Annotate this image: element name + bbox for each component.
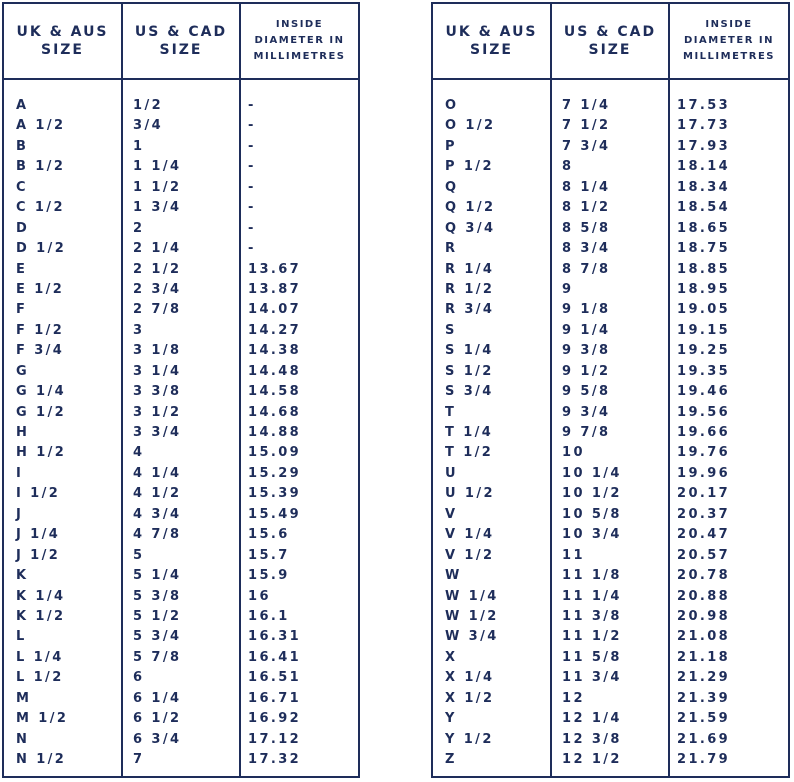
uk-aus-size-cell: B 1/2: [16, 159, 66, 175]
table-row: [4, 484, 358, 504]
diameter-mm-cell: 14.88: [248, 425, 302, 440]
uk-aus-size-cell: F 1/2: [16, 322, 65, 338]
diameter-mm-cell: 15.7: [248, 547, 290, 563]
header-uk-aus-size: UK & AUS SIZE: [16, 24, 109, 58]
us-cad-size-cell: 9 3/8: [562, 343, 611, 359]
us-cad-size-cell: 5 1/2: [133, 608, 182, 624]
us-cad-size-cell: 2: [133, 220, 145, 236]
uk-aus-size-cell: R: [445, 241, 458, 257]
table-row: [4, 607, 358, 627]
uk-aus-size-cell: S 1/2: [445, 363, 494, 379]
header-us-cad-size: US & CAD SIZE: [134, 24, 228, 58]
diameter-mm-cell: 14.27: [248, 322, 302, 338]
size-table-left: [2, 2, 360, 778]
diameter-mm-cell: 14.68: [248, 404, 302, 420]
uk-aus-size-cell: K: [16, 568, 29, 584]
table-row: [433, 403, 788, 423]
diameter-mm-cell: -: [248, 241, 256, 257]
diameter-mm-cell: 20.88: [677, 588, 731, 604]
diameter-mm-cell: 16.1: [248, 608, 290, 624]
us-cad-size-cell: 5 1/4: [133, 568, 182, 584]
size-table-right: [431, 2, 790, 778]
us-cad-size-cell: 1 3/4: [133, 200, 182, 216]
diameter-mm-cell: 21.69: [677, 731, 731, 747]
uk-aus-size-cell: N: [16, 731, 30, 747]
uk-aus-size-cell: V 1/4: [445, 527, 495, 543]
header-inside-diameter: INSIDE DIAMETER IN MILLIMETRES: [683, 19, 775, 62]
diameter-mm-cell: 19.96: [677, 465, 731, 481]
us-cad-size-cell: 1/2: [133, 98, 164, 113]
table-row: [433, 321, 788, 341]
table-row: [433, 464, 788, 484]
uk-aus-size-cell: K 1/4: [16, 588, 66, 604]
diameter-mm-cell: 15.09: [248, 445, 302, 461]
uk-aus-size-cell: W 1/4: [445, 588, 499, 604]
us-cad-size-cell: 1 1/2: [133, 179, 182, 195]
uk-aus-size-cell: D: [16, 220, 30, 236]
diameter-mm-cell: 19.15: [677, 322, 731, 338]
uk-aus-size-cell: Y 1/2: [445, 731, 494, 747]
uk-aus-size-cell: B: [16, 138, 29, 154]
table-row: [433, 587, 788, 607]
uk-aus-size-cell: Q: [445, 179, 459, 195]
us-cad-size-cell: 10 1/2: [562, 486, 622, 502]
diameter-mm-cell: 17.32: [248, 752, 302, 767]
diameter-mm-cell: 19.66: [677, 425, 731, 440]
diameter-mm-cell: 18.75: [677, 241, 731, 257]
diameter-mm-cell: 15.29: [248, 465, 302, 481]
table-row: [4, 505, 358, 525]
table-row: [4, 178, 358, 198]
uk-aus-size-cell: R 1/4: [445, 261, 495, 277]
table-row: [433, 239, 788, 259]
diameter-mm-cell: 20.98: [677, 608, 731, 624]
table-row: [433, 157, 788, 177]
us-cad-size-cell: 11 1/4: [562, 588, 622, 604]
diameter-mm-cell: -: [248, 118, 256, 134]
uk-aus-size-cell: O: [445, 98, 459, 113]
uk-aus-size-cell: E: [16, 261, 28, 277]
table-row: [433, 423, 788, 443]
size-rows-right: [433, 96, 788, 770]
us-cad-size-cell: 3 1/8: [133, 343, 182, 359]
table-row: [4, 546, 358, 566]
table-row: [4, 260, 358, 280]
us-cad-size-cell: 9: [562, 281, 574, 297]
table-row: [433, 730, 788, 750]
diameter-mm-cell: 16.51: [248, 670, 302, 686]
table-row: [4, 280, 358, 300]
table-row: [433, 750, 788, 770]
table-row: [433, 96, 788, 116]
uk-aus-size-cell: S 3/4: [445, 384, 494, 400]
table-row: [433, 300, 788, 320]
uk-aus-size-cell: L: [16, 629, 27, 645]
table-row: [433, 546, 788, 566]
table-row: [4, 525, 358, 545]
us-cad-size-cell: 8 5/8: [562, 220, 611, 236]
uk-aus-size-cell: T 1/2: [445, 445, 494, 461]
us-cad-size-cell: 3/4: [133, 118, 164, 134]
diameter-mm-cell: 14.38: [248, 343, 302, 359]
us-cad-size-cell: 2 7/8: [133, 302, 182, 318]
table-row: [4, 362, 358, 382]
header-uk-aus-size: UK & AUS SIZE: [445, 24, 538, 58]
diameter-mm-cell: 17.12: [248, 731, 302, 747]
us-cad-size-cell: 5: [133, 547, 145, 563]
uk-aus-size-cell: S 1/4: [445, 343, 494, 359]
uk-aus-size-cell: Q 3/4: [445, 220, 496, 236]
uk-aus-size-cell: U 1/2: [445, 486, 495, 502]
table-row: [4, 689, 358, 709]
us-cad-size-cell: 3 1/4: [133, 363, 182, 379]
us-cad-size-cell: 2 1/2: [133, 261, 182, 277]
table-row: [433, 627, 788, 647]
diameter-mm-cell: 15.49: [248, 506, 302, 522]
diameter-mm-cell: -: [248, 98, 256, 113]
diameter-mm-cell: 20.57: [677, 547, 731, 563]
us-cad-size-cell: 6: [133, 670, 145, 686]
table-row: [433, 178, 788, 198]
header-divider: [433, 78, 788, 80]
us-cad-size-cell: 8: [562, 159, 574, 175]
uk-aus-size-cell: X 1/2: [445, 690, 495, 706]
us-cad-size-cell: 9 5/8: [562, 384, 611, 400]
diameter-mm-cell: 19.35: [677, 363, 731, 379]
diameter-mm-cell: 20.37: [677, 506, 731, 522]
uk-aus-size-cell: Y: [445, 711, 457, 727]
uk-aus-size-cell: V 1/2: [445, 547, 495, 563]
us-cad-size-cell: 8 3/4: [562, 241, 611, 257]
table-row: [433, 484, 788, 504]
us-cad-size-cell: 7 1/4: [562, 98, 611, 113]
uk-aus-size-cell: M 1/2: [16, 711, 69, 727]
diameter-mm-cell: 17.73: [677, 118, 731, 134]
table-row: [4, 137, 358, 157]
uk-aus-size-cell: N 1/2: [16, 752, 67, 767]
us-cad-size-cell: 9 1/8: [562, 302, 611, 318]
table-row: [433, 116, 788, 136]
uk-aus-size-cell: R 3/4: [445, 302, 495, 318]
us-cad-size-cell: 2 1/4: [133, 241, 182, 257]
uk-aus-size-cell: Q 1/2: [445, 200, 496, 216]
us-cad-size-cell: 1: [133, 138, 145, 154]
us-cad-size-cell: 10 5/8: [562, 506, 622, 522]
table-row: [433, 341, 788, 361]
table-row: [433, 505, 788, 525]
uk-aus-size-cell: W 1/2: [445, 608, 499, 624]
table-row: [4, 750, 358, 770]
us-cad-size-cell: 4 1/2: [133, 486, 182, 502]
table-row: [4, 709, 358, 729]
uk-aus-size-cell: X 1/4: [445, 670, 495, 686]
us-cad-size-cell: 6 1/4: [133, 690, 182, 706]
uk-aus-size-cell: H 1/2: [16, 445, 67, 461]
table-row: [4, 587, 358, 607]
header-inside-diameter: INSIDE DIAMETER IN MILLIMETRES: [253, 19, 346, 62]
table-row: [4, 423, 358, 443]
uk-aus-size-cell: A: [16, 98, 29, 113]
diameter-mm-cell: 18.65: [677, 220, 731, 236]
us-cad-size-cell: 9 1/2: [562, 363, 611, 379]
uk-aus-size-cell: F: [16, 302, 28, 318]
diameter-mm-cell: 14.07: [248, 302, 302, 318]
diameter-mm-cell: 17.93: [677, 138, 731, 154]
uk-aus-size-cell: X: [445, 649, 458, 665]
uk-aus-size-cell: T: [445, 404, 457, 420]
us-cad-size-cell: 9 1/4: [562, 322, 611, 338]
uk-aus-size-cell: M: [16, 690, 32, 706]
uk-aus-size-cell: L 1/2: [16, 670, 64, 686]
table-row: [4, 219, 358, 239]
uk-aus-size-cell: H: [16, 425, 30, 440]
uk-aus-size-cell: O 1/2: [445, 118, 496, 134]
diameter-mm-cell: 14.58: [248, 384, 302, 400]
diameter-mm-cell: 15.9: [248, 568, 290, 584]
us-cad-size-cell: 11: [562, 547, 585, 563]
diameter-mm-cell: 18.95: [677, 281, 731, 297]
table-row: [433, 382, 788, 402]
uk-aus-size-cell: W 3/4: [445, 629, 499, 645]
us-cad-size-cell: 2 3/4: [133, 281, 182, 297]
us-cad-size-cell: 7 1/2: [562, 118, 611, 134]
uk-aus-size-cell: P: [445, 138, 457, 154]
diameter-mm-cell: 18.54: [677, 200, 731, 216]
table-row: [4, 239, 358, 259]
us-cad-size-cell: 5 7/8: [133, 649, 182, 665]
uk-aus-size-cell: K 1/2: [16, 608, 66, 624]
table-row: [433, 525, 788, 545]
us-cad-size-cell: 12 1/4: [562, 711, 622, 727]
diameter-mm-cell: 21.39: [677, 690, 731, 706]
table-row: [433, 709, 788, 729]
diameter-mm-cell: -: [248, 179, 256, 195]
table-row: [4, 341, 358, 361]
header-us-cad-size: US & CAD SIZE: [563, 24, 657, 58]
uk-aus-size-cell: I: [16, 465, 24, 481]
table-row: [433, 362, 788, 382]
table-row: [433, 137, 788, 157]
table-row: [4, 464, 358, 484]
us-cad-size-cell: 3 1/2: [133, 404, 182, 420]
us-cad-size-cell: 11 3/8: [562, 608, 622, 624]
us-cad-size-cell: 9 3/4: [562, 404, 611, 420]
size-rows-left: [4, 96, 358, 770]
uk-aus-size-cell: L 1/4: [16, 649, 64, 665]
diameter-mm-cell: -: [248, 200, 256, 216]
us-cad-size-cell: 11 1/2: [562, 629, 622, 645]
us-cad-size-cell: 8 1/4: [562, 179, 611, 195]
uk-aus-size-cell: J: [16, 506, 24, 522]
diameter-mm-cell: 18.14: [677, 159, 731, 175]
us-cad-size-cell: 5 3/8: [133, 588, 182, 604]
table-row: [433, 668, 788, 688]
uk-aus-size-cell: A 1/2: [16, 118, 66, 134]
uk-aus-size-cell: E 1/2: [16, 281, 65, 297]
us-cad-size-cell: 6 3/4: [133, 731, 182, 747]
diameter-mm-cell: -: [248, 138, 256, 154]
us-cad-size-cell: 9 7/8: [562, 425, 611, 440]
us-cad-size-cell: 11 3/4: [562, 670, 622, 686]
uk-aus-size-cell: G: [16, 363, 30, 379]
us-cad-size-cell: 4 3/4: [133, 506, 182, 522]
table-row: [4, 382, 358, 402]
table-row: [4, 96, 358, 116]
diameter-mm-cell: -: [248, 220, 256, 236]
table-row: [4, 627, 358, 647]
uk-aus-size-cell: J 1/4: [16, 527, 61, 543]
diameter-mm-cell: -: [248, 159, 256, 175]
table-row: [4, 321, 358, 341]
diameter-mm-cell: 19.25: [677, 343, 731, 359]
uk-aus-size-cell: W: [445, 568, 462, 584]
table-row: [433, 443, 788, 463]
uk-aus-size-cell: U: [445, 465, 458, 481]
header-divider: [4, 78, 358, 80]
uk-aus-size-cell: D 1/2: [16, 241, 67, 257]
diameter-mm-cell: 13.87: [248, 281, 302, 297]
diameter-mm-cell: 21.29: [677, 670, 731, 686]
table-row: [433, 689, 788, 709]
uk-aus-size-cell: S: [445, 322, 457, 338]
diameter-mm-cell: 21.79: [677, 752, 731, 767]
diameter-mm-cell: 16.71: [248, 690, 302, 706]
table-row: [433, 260, 788, 280]
table-row: [4, 648, 358, 668]
uk-aus-size-cell: C: [16, 179, 28, 195]
uk-aus-size-cell: R 1/2: [445, 281, 495, 297]
diameter-mm-cell: 21.18: [677, 649, 731, 665]
us-cad-size-cell: 8 1/2: [562, 200, 611, 216]
table-row: [4, 668, 358, 688]
diameter-mm-cell: 21.08: [677, 629, 731, 645]
us-cad-size-cell: 12: [562, 690, 585, 706]
table-row: [433, 648, 788, 668]
us-cad-size-cell: 5 3/4: [133, 629, 182, 645]
diameter-mm-cell: 18.85: [677, 261, 731, 277]
table-row: [433, 607, 788, 627]
us-cad-size-cell: 3: [133, 322, 145, 338]
diameter-mm-cell: 16.41: [248, 649, 302, 665]
us-cad-size-cell: 4: [133, 445, 145, 461]
diameter-mm-cell: 17.53: [677, 98, 731, 113]
us-cad-size-cell: 1 1/4: [133, 159, 182, 175]
uk-aus-size-cell: C 1/2: [16, 200, 65, 216]
diameter-mm-cell: 15.39: [248, 486, 302, 502]
us-cad-size-cell: 12 1/2: [562, 752, 622, 767]
diameter-mm-cell: 19.56: [677, 404, 731, 420]
table-row: [4, 403, 358, 423]
us-cad-size-cell: 10 3/4: [562, 527, 622, 543]
table-row: [433, 198, 788, 218]
diameter-mm-cell: 20.17: [677, 486, 731, 502]
uk-aus-size-cell: Z: [445, 752, 457, 767]
uk-aus-size-cell: J 1/2: [16, 547, 61, 563]
us-cad-size-cell: 7: [133, 752, 145, 767]
uk-aus-size-cell: F 3/4: [16, 343, 65, 359]
us-cad-size-cell: 4 7/8: [133, 527, 182, 543]
diameter-mm-cell: 20.47: [677, 527, 731, 543]
us-cad-size-cell: 11 5/8: [562, 649, 622, 665]
us-cad-size-cell: 11 1/8: [562, 568, 622, 584]
diameter-mm-cell: 19.46: [677, 384, 731, 400]
diameter-mm-cell: 20.78: [677, 568, 731, 584]
diameter-mm-cell: 19.76: [677, 445, 731, 461]
table-row: [4, 566, 358, 586]
diameter-mm-cell: 14.48: [248, 363, 302, 379]
diameter-mm-cell: 16.31: [248, 629, 302, 645]
diameter-mm-cell: 13.67: [248, 261, 302, 277]
us-cad-size-cell: 6 1/2: [133, 711, 182, 727]
diameter-mm-cell: 21.59: [677, 711, 731, 727]
us-cad-size-cell: 10 1/4: [562, 465, 622, 481]
uk-aus-size-cell: T 1/4: [445, 425, 494, 440]
us-cad-size-cell: 10: [562, 445, 585, 461]
table-row: [4, 443, 358, 463]
table-row: [4, 730, 358, 750]
uk-aus-size-cell: V: [445, 506, 458, 522]
table-row: [433, 280, 788, 300]
us-cad-size-cell: 8 7/8: [562, 261, 611, 277]
diameter-mm-cell: 18.34: [677, 179, 731, 195]
table-row: [4, 198, 358, 218]
table-row: [4, 116, 358, 136]
diameter-mm-cell: 16: [248, 588, 271, 604]
diameter-mm-cell: 19.05: [677, 302, 731, 318]
table-row: [433, 566, 788, 586]
us-cad-size-cell: 12 3/8: [562, 731, 622, 747]
uk-aus-size-cell: P 1/2: [445, 159, 494, 175]
diameter-mm-cell: 16.92: [248, 711, 302, 727]
table-row: [4, 157, 358, 177]
uk-aus-size-cell: G 1/4: [16, 384, 67, 400]
table-row: [4, 300, 358, 320]
us-cad-size-cell: 3 3/8: [133, 384, 182, 400]
uk-aus-size-cell: G 1/2: [16, 404, 67, 420]
table-row: [433, 219, 788, 239]
diameter-mm-cell: 15.6: [248, 527, 290, 543]
us-cad-size-cell: 3 3/4: [133, 425, 182, 440]
us-cad-size-cell: 7 3/4: [562, 138, 611, 154]
uk-aus-size-cell: I 1/2: [16, 486, 61, 502]
us-cad-size-cell: 4 1/4: [133, 465, 182, 481]
